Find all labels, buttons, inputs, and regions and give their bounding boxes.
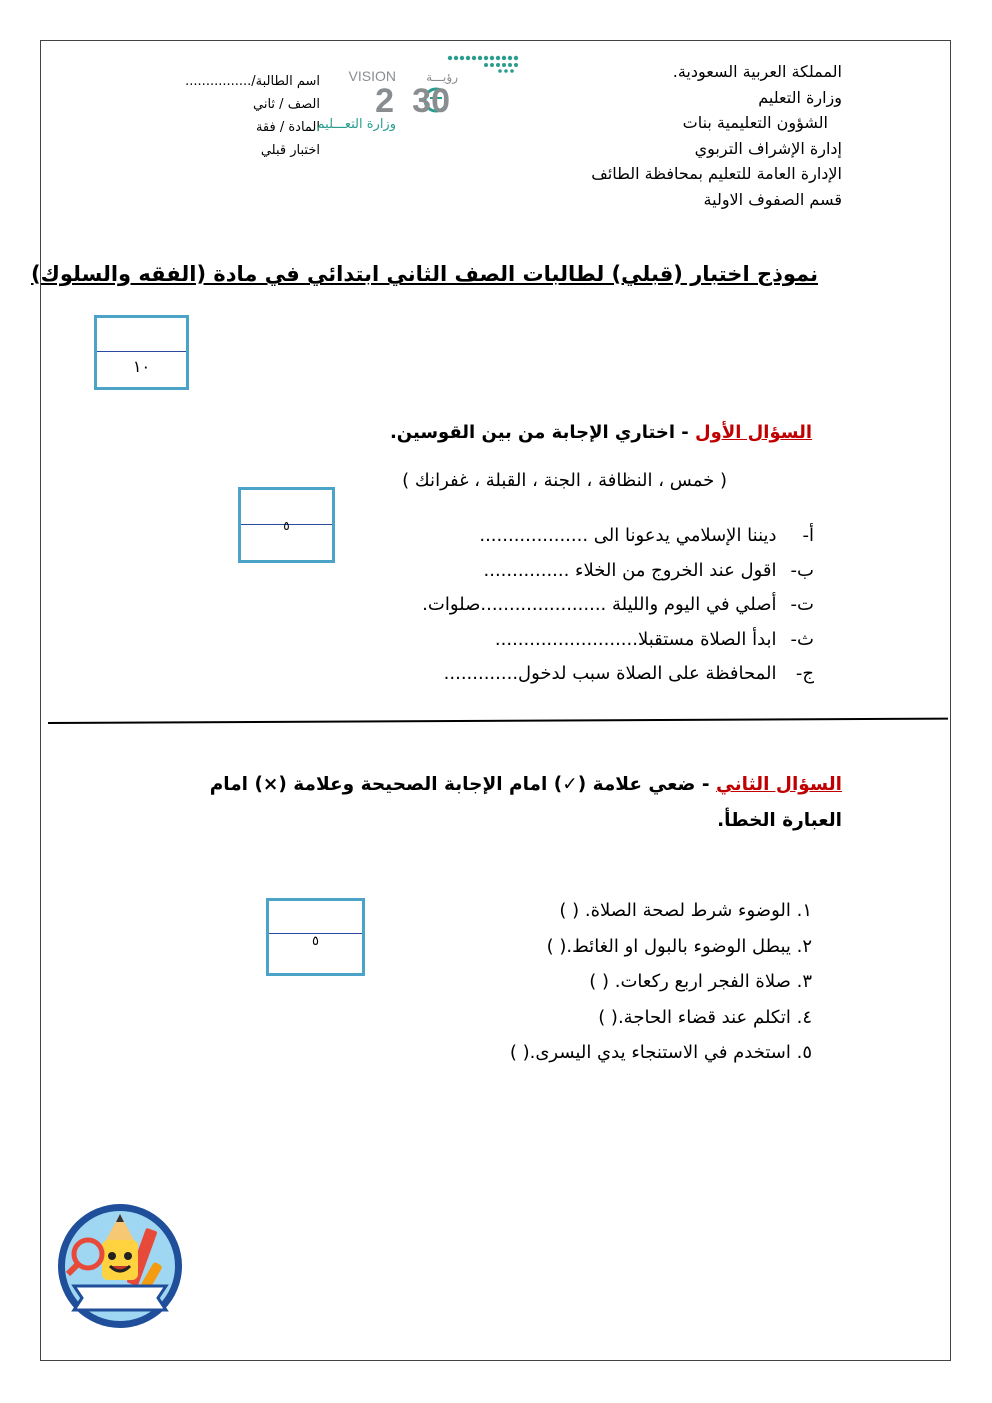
q1-item xyxy=(422,519,814,554)
score-divider-line xyxy=(97,351,186,352)
total-score-value: ١٠ xyxy=(132,357,151,376)
q1-item xyxy=(422,657,814,692)
q1-item xyxy=(422,588,814,623)
header-institution xyxy=(591,59,842,212)
q1-choices: ( خمس ، النظافة ، الجنة ، القبلة ، غفرانك ) xyxy=(402,470,727,491)
q2-item: ٥. استخدم في الاستنجاء يدي اليسرى.( ) xyxy=(509,1042,812,1063)
student-info xyxy=(160,70,320,162)
q2-label: السؤال الثاني xyxy=(716,774,842,795)
subject-field: المادة / فقة xyxy=(255,120,320,135)
q1-item-text: أصلي في اليوم والليلة ......................صلوات. xyxy=(422,594,777,615)
q1-item-mark: ج- xyxy=(795,663,814,684)
q1-item xyxy=(422,554,814,589)
q2-heading xyxy=(152,767,842,839)
q2-item: ٣. صلاة الفجر اربع ركعات. ( ) xyxy=(589,971,812,992)
q2-item: ٢. يبطل الوضوء بالبول او الغائط.( ) xyxy=(546,935,812,957)
q1-item-mark: ب- xyxy=(790,559,814,581)
q1-item xyxy=(422,623,814,658)
q1-score-value: ٥ xyxy=(283,519,290,533)
q1-item-text: ابدأ الصلاة مستقبلا......................... xyxy=(494,628,777,650)
logo-dots xyxy=(448,56,518,73)
header-line-department: قسم الصفوف الاولية xyxy=(703,189,842,209)
vision-2030-logo xyxy=(316,52,542,132)
q1-heading xyxy=(390,422,812,443)
page-title: نموذج اختبار (قبلي) لطالبات الصف الثاني ابتدائي في مادة (الفقه والسلوك) xyxy=(31,262,818,286)
header-line-directorate: الإدارة العامة للتعليم بمحافظة الطائف xyxy=(591,164,842,183)
logo-year-left: 2 xyxy=(375,82,394,120)
q1-items xyxy=(422,519,814,692)
header-line-country: المملكة العربية السعودية. xyxy=(672,62,842,81)
header-line-supervision: إدارة الإشراف التربوي xyxy=(694,138,842,158)
total-score-box xyxy=(94,315,189,390)
grade-field: الصف / ثاني xyxy=(253,97,320,112)
q1-item-mark: أ- xyxy=(802,525,814,546)
header-line-ministry: وزارة التعليم xyxy=(758,87,842,107)
q2-instruction: - ضعي علامة (✓) امام الإجابة الصحيحة وعلامة (×) امام العبارة الخطأ. xyxy=(209,774,842,831)
header-line-affairs: الشؤون التعليمية بنات xyxy=(682,113,828,132)
q1-item-mark: ث- xyxy=(790,628,814,650)
logo-ministry-text: وزارة التعـــليم xyxy=(316,117,396,132)
q1-item-mark: ت- xyxy=(790,594,814,615)
logo-vision-text: VISION xyxy=(348,68,396,84)
logo-year-right: 30 xyxy=(412,82,450,120)
vision-2030-logo-graphic xyxy=(316,52,542,132)
exam-type-field: اختبار قبلي xyxy=(260,143,320,158)
school-supplies-badge xyxy=(54,1200,186,1332)
q2-item: ١. الوضوء شرط لصحة الصلاة. ( ) xyxy=(559,900,812,921)
q1-instruction: - اختاري الإجابة من بين القوسين. xyxy=(389,422,696,443)
q2-items xyxy=(510,893,812,1071)
student-name-field[interactable]: اسم الطالبة/................ xyxy=(185,74,320,89)
q1-item-text: المحافظة على الصلاة سبب لدخول............. xyxy=(443,663,777,684)
q1-label: السؤال الأول xyxy=(695,422,812,443)
school-supplies-icon xyxy=(54,1200,186,1332)
q2-score-box xyxy=(266,898,365,976)
q2-item: ٤. اتكلم عند قضاء الحاجة.( ) xyxy=(598,1006,812,1028)
q1-score-box xyxy=(238,487,335,563)
q2-score-value: ٥ xyxy=(312,934,319,949)
logo-ruya-text: رؤيـــة xyxy=(426,70,458,84)
page-frame xyxy=(31,40,951,1361)
q1-item-text: ديننا الإسلامي يدعونا الى ................... xyxy=(479,525,777,546)
q1-item-text: اقول عند الخروج من الخلاء ............... xyxy=(483,559,777,581)
